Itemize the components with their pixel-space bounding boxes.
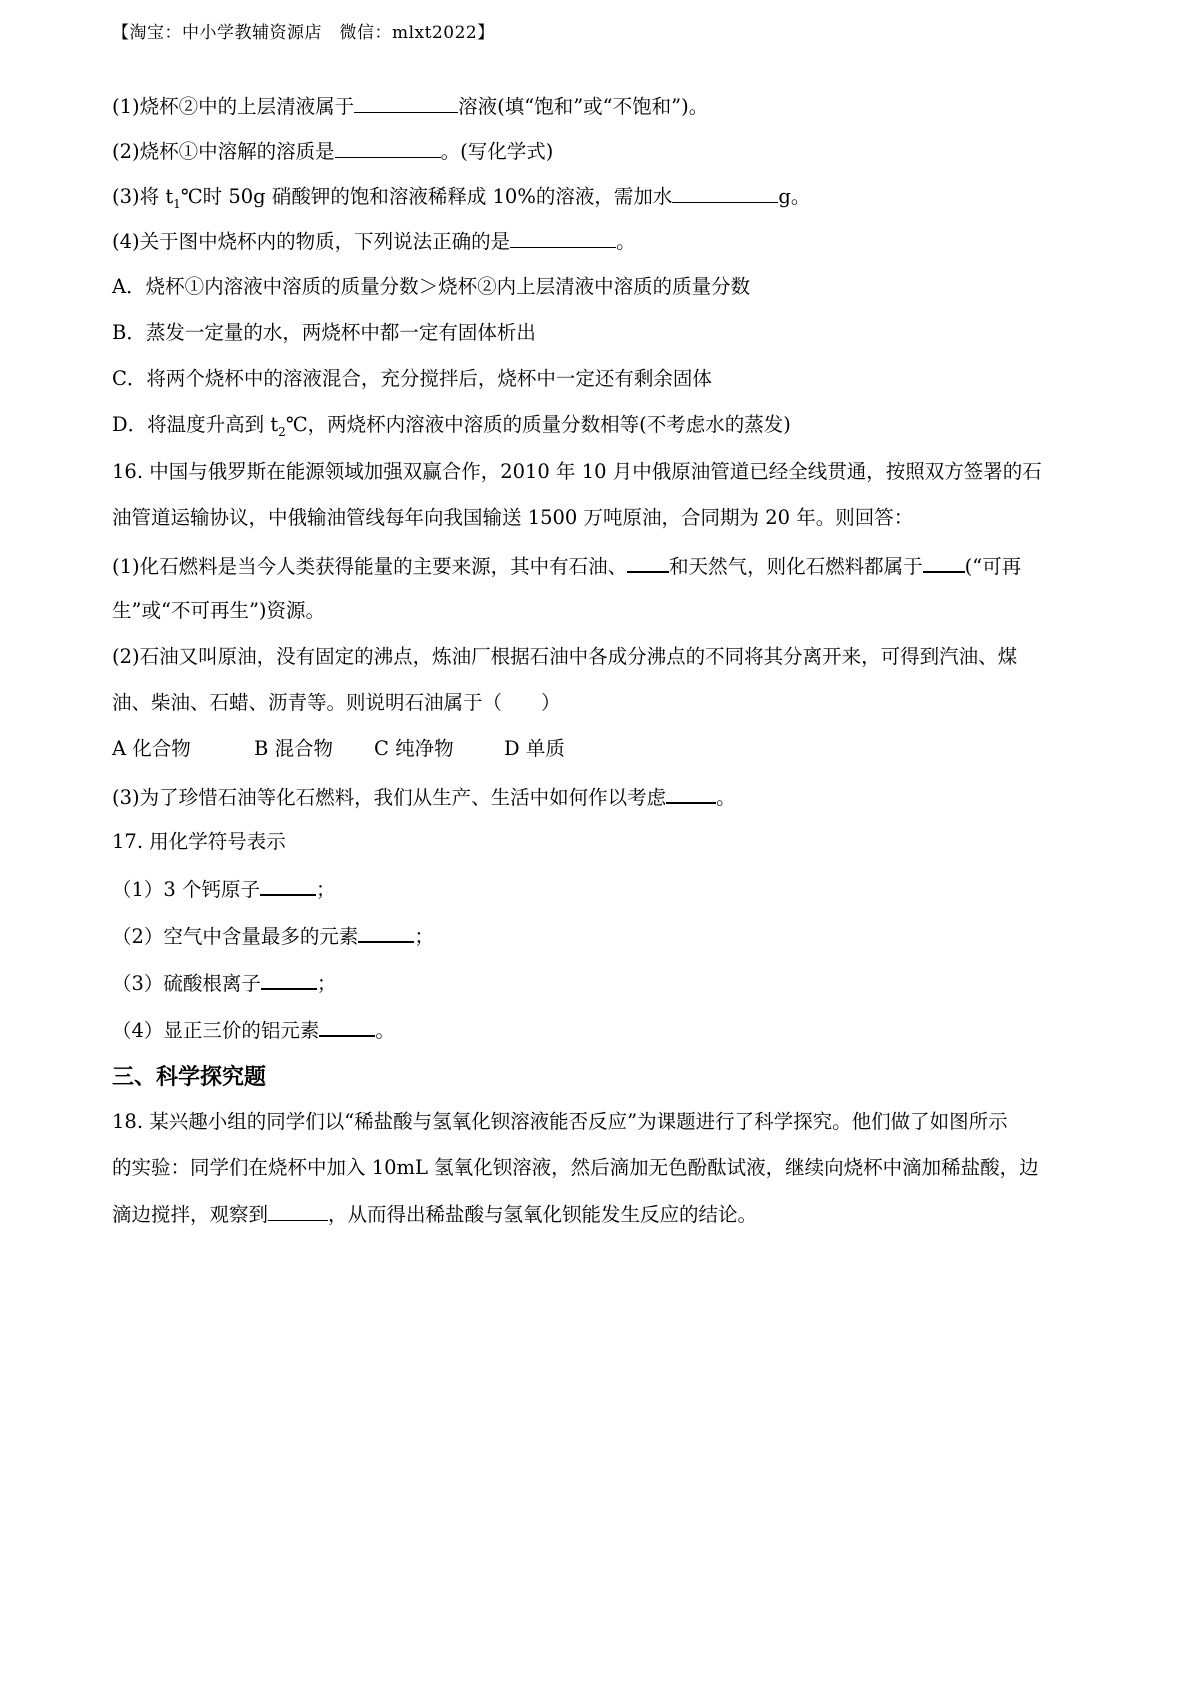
q17-item4-text-end: 。 (375, 1019, 395, 1042)
q16-part3 (112, 782, 736, 812)
q17-stem: 17. 用化学符号表示 (112, 830, 286, 853)
q17-item2-blank (358, 921, 414, 943)
q16-part1-blank2 (923, 551, 965, 573)
q17-item3 (112, 968, 336, 998)
watermark-header: 【淘宝：中小学教辅资源店 微信：mlxt2022】 (112, 23, 495, 43)
q16-option-d: D 单质 (504, 737, 565, 760)
q16-part1-text: (1)化石燃料是当今人类获得能量的主要来源，其中有石油、 (112, 555, 628, 578)
q15-part1-text: (1)烧杯②中的上层清液属于 (112, 95, 355, 118)
q16-part1 (112, 551, 1021, 581)
q15-option-a: A．烧杯①内溶液中溶质的质量分数＞烧杯②内上层清液中溶质的质量分数 (112, 275, 751, 298)
q17-item1-text: （1）3 个钙原子 (112, 878, 261, 901)
section-heading: 三、科学探究题 (112, 1065, 267, 1090)
q15-option-c: C．将两个烧杯中的溶液混合，充分搅拌后，烧杯中一定还有剩余固体 (112, 367, 712, 390)
q16-part3-text-end: 。 (716, 786, 736, 809)
q16-part1-cont: 生”或“不可再生”)资源。 (112, 599, 326, 622)
q15-part1 (112, 92, 708, 121)
q16-part3-text: (3)为了珍惜石油等化石燃料，我们从生产、生活中如何作以考虑 (112, 786, 667, 809)
q17-item3-blank (261, 968, 317, 990)
q15-part4-blank (510, 227, 616, 248)
q15-part1-text-end: 溶液(填“饱和”或“不饱和”)。 (458, 95, 709, 118)
q15-option-d-text: D．将温度升高到 t (112, 413, 279, 436)
q17-item4-text: （4）显正三价的铝元素 (112, 1019, 320, 1042)
q15-part4-text: (4)关于图中烧杯内的物质，下列说法正确的是 (112, 230, 511, 253)
q15-option-d (112, 411, 791, 439)
q15-part2-blank (335, 137, 441, 158)
q16-part1-text-mid: 和天然气，则化石燃料都属于 (669, 555, 923, 578)
q18-line3-blank (268, 1200, 328, 1221)
q18-line1: 18. 某兴趣小组的同学们以“稀盐酸与氢氧化钡溶液能否反应”为课题进行了科学探究。他们做了如图所示 (112, 1110, 1008, 1133)
q16-part1-blank1 (627, 551, 669, 573)
q16-part1-text-end: (“可再 (964, 555, 1022, 578)
q15-part3-text-mid: ℃时 50g 硝酸钾的饱和溶液稀释成 10%的溶液，需加水 (180, 185, 673, 208)
q16-option-b: B 混合物 (254, 737, 334, 760)
q18-line2: 的实验：同学们在烧杯中加入 10mL 氢氧化钡溶液，然后滴加无色酚酞试液，继续向烧杯中滴加稀盐酸，边 (112, 1156, 1039, 1179)
q15-part3-text: (3)将 t (112, 185, 174, 208)
q17-item1-blank (260, 874, 316, 896)
q18-line3 (112, 1200, 757, 1229)
q17-item1 (112, 874, 336, 904)
q16-part2-line2: 油、柴油、石蜡、沥青等。则说明石油属于（ ） (112, 691, 561, 714)
q15-part3-subscript: 1 (173, 196, 181, 211)
q17-item1-text-end: ； (316, 878, 336, 901)
q15-part3 (112, 182, 810, 211)
q15-part2-text: (2)烧杯①中溶解的溶质是 (112, 140, 335, 163)
q16-stem-line2: 油管道运输协议，中俄输油管线每年向我国输送 1500 万吨原油，合同期为 20 年。则回答： (112, 506, 914, 529)
q17-item4-blank (319, 1015, 375, 1037)
q15-part3-blank (672, 182, 778, 203)
q15-option-b: B．蒸发一定量的水，两烧杯中都一定有固体析出 (112, 321, 536, 344)
q17-item2 (112, 921, 434, 951)
q16-part3-blank (666, 782, 716, 804)
q15-part4 (112, 227, 636, 256)
q15-option-d-text-end: ℃，两烧杯内溶液中溶质的质量分数相等(不考虑水的蒸发) (285, 413, 791, 436)
q17-item3-text: （3）硫酸根离子 (112, 972, 261, 995)
q17-item2-text: （2）空气中含量最多的元素 (112, 925, 359, 948)
q15-option-d-subscript: 2 (278, 424, 286, 439)
q18-line3-text-end: ，从而得出稀盐酸与氢氧化钡能发生反应的结论。 (328, 1203, 758, 1226)
q16-options (112, 735, 565, 763)
q15-part2 (112, 137, 553, 166)
q15-part2-text-end: 。(写化学式) (440, 140, 554, 163)
q16-part2-line1: (2)石油又叫原油，没有固定的沸点，炼油厂根据石油中各成分沸点的不同将其分离开来，可得到汽油、煤 (112, 645, 1018, 668)
q17-item2-text-end: ； (414, 925, 434, 948)
q16-stem-line1: 16. 中国与俄罗斯在能源领域加强双赢合作，2010 年 10 月中俄原油管道已经全线贯通，按照双方签署的石 (112, 460, 1042, 483)
q15-part3-text-end: g。 (778, 185, 811, 208)
q15-part4-text-end: 。 (616, 230, 636, 253)
q17-item3-text-end: ； (316, 972, 337, 995)
q16-option-c: C 纯净物 (374, 737, 454, 760)
q18-line3-text: 滴边搅拌，观察到 (112, 1203, 269, 1226)
q17-item4 (112, 1015, 395, 1045)
q16-option-a: A 化合物 (112, 737, 191, 760)
q15-part1-blank (354, 92, 458, 113)
